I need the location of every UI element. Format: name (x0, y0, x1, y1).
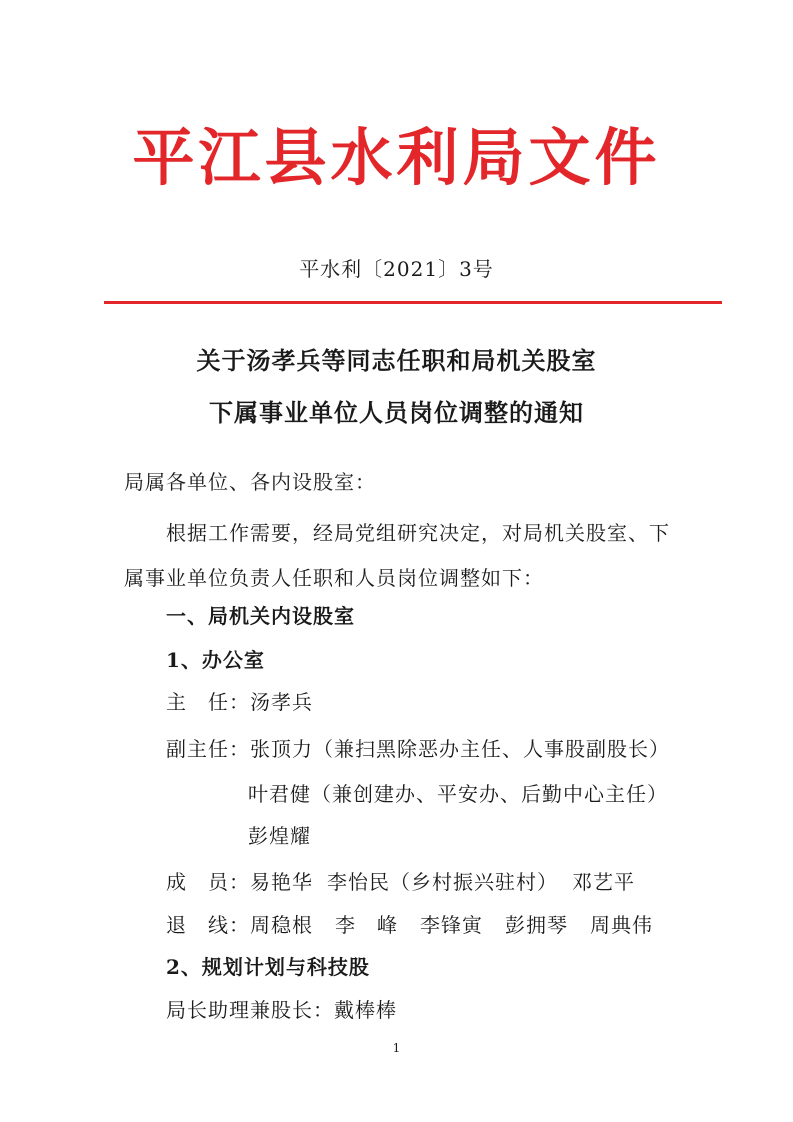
member-1: 易艳华 (250, 870, 313, 894)
office-deputy-row (166, 735, 670, 763)
retired-5: 周典伟 (590, 913, 653, 937)
retired-4: 彭拥琴 (505, 913, 568, 937)
office-members-row (166, 868, 635, 896)
planning-head-label: 局长助理兼股长： (166, 998, 334, 1022)
office-heading: 1、办公室 (166, 648, 265, 672)
section-1-heading: 一、局机关内设股室 (166, 604, 355, 628)
member-2: 李怡民（乡村振兴驻村） (327, 870, 558, 894)
agency-header-title: 平江县水利局文件 (132, 121, 661, 194)
retired-2: 李 峰 (335, 913, 398, 937)
salutation: 局属各单位、各内设股室： (124, 470, 376, 494)
planning-heading: 2、规划计划与科技股 (166, 955, 370, 979)
document-number: 平水利〔2021〕3号 (299, 257, 494, 281)
notice-title-line-2: 下属事业单位人员岗位调整的通知 (209, 398, 584, 427)
members-label: 成 员： (166, 870, 250, 894)
retired-label: 退 线： (166, 913, 250, 937)
member-3: 邓艺平 (572, 870, 635, 894)
intro-line-2: 属事业单位负责人任职和人员岗位调整如下： (124, 566, 544, 590)
intro-line-1: 根据工作需要，经局党组研究决定，对局机关股室、下 (166, 521, 670, 545)
office-retired-row (166, 911, 653, 939)
director-label: 主 任： (166, 690, 250, 714)
planning-head-row (166, 996, 397, 1024)
deputy-label: 副主任： (166, 737, 250, 761)
planning-head-name: 戴棒棒 (334, 998, 397, 1022)
retired-3: 李锋寅 (420, 913, 483, 937)
deputy-name-1: 张顶力（兼扫黑除恶办主任、人事股副股长） (250, 737, 670, 761)
page-number: 1 (392, 1041, 401, 1055)
notice-title-line-1: 关于汤孝兵等同志任职和局机关股室 (196, 346, 597, 375)
director-name: 汤孝兵 (250, 690, 313, 714)
office-director-row (166, 688, 313, 716)
deputy-name-2: 叶君健（兼创建办、平安办、后勤中心主任） (248, 782, 668, 806)
retired-1: 周稳根 (250, 913, 313, 937)
red-divider (104, 301, 722, 304)
deputy-name-3: 彭煌耀 (248, 824, 311, 848)
